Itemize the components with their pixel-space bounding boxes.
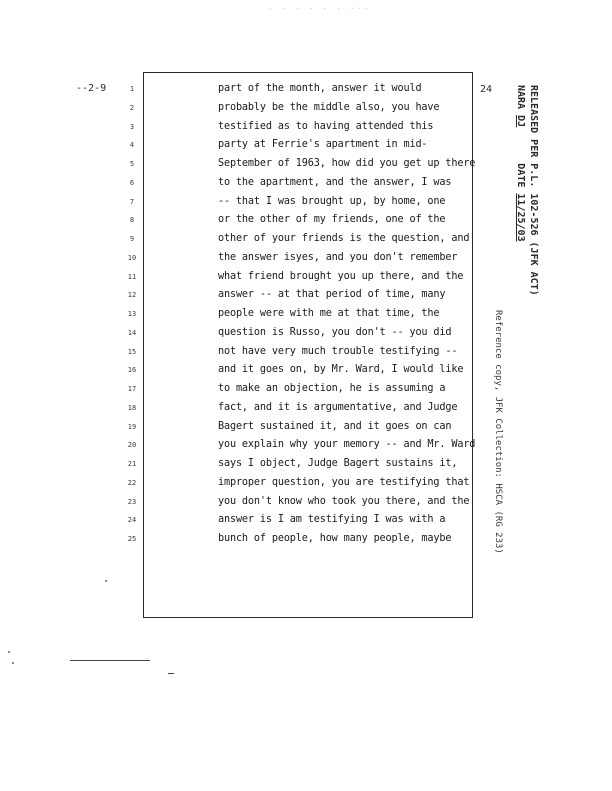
transcript-line: -- that I was brought up, by home, one	[218, 195, 446, 207]
line-number: 20	[127, 441, 137, 450]
stamp-release-line: RELEASED PER P.L. 102-526 (JFK ACT)	[528, 85, 539, 296]
line-number: 22	[127, 478, 137, 487]
transcript-line: to make an objection, he is assuming a	[218, 383, 446, 394]
line-number: 23	[127, 497, 137, 506]
transcript-line: what friend brought you up there, and the	[218, 270, 464, 282]
line-number: 21	[127, 460, 137, 468]
transcript-line: answer -- at that period of time, many	[218, 289, 446, 301]
line-number: 14	[127, 328, 137, 337]
stamp-nara-label: NARA	[515, 85, 526, 110]
transcript-line: to the apartment, and the answer, I was	[218, 176, 452, 188]
transcript-line: you don't know who took you there, and the	[218, 495, 470, 507]
margin-speck	[12, 662, 14, 664]
bottom-dash	[168, 673, 174, 674]
stamp-date: 11/25/03	[515, 193, 526, 242]
margin-speck	[105, 580, 107, 582]
line-number: 3	[129, 122, 135, 131]
transcript-line: and it goes on, by Mr. Ward, I would like	[218, 364, 464, 376]
transcript-line: Bagert sustained it, and it goes on can	[218, 420, 452, 432]
line-number: 6	[129, 178, 135, 187]
line-number-column	[120, 80, 144, 549]
release-stamp	[514, 85, 540, 296]
page-number: 24	[480, 84, 493, 95]
line-number: 17	[127, 385, 137, 393]
transcript-line: the answer isyes, and you don't remember	[218, 251, 458, 263]
line-number: 8	[129, 216, 135, 225]
line-number: 18	[127, 403, 137, 412]
transcript-line: testified as to having attended this	[218, 120, 434, 132]
stamp-nara-line	[514, 85, 527, 296]
line-number: 5	[129, 160, 135, 168]
top-smudge: . . . . . . ...	[268, 2, 371, 11]
line-number: 24	[127, 516, 137, 525]
transcript-line: party at Ferrie's apartment in mid-	[218, 139, 428, 151]
transcript-line: other of your friends is the question, and	[218, 233, 470, 244]
line-number: 25	[127, 535, 137, 543]
transcript-line: or the other of my friends, one of the	[218, 214, 446, 226]
line-number: 16	[127, 366, 137, 375]
transcript-line: September of 1963, how did you get up there	[218, 158, 476, 169]
transcript-line: not have very much trouble testifying --	[218, 345, 458, 357]
line-number: 9	[129, 235, 135, 243]
transcript-line: says I object, Judge Bagert sustains it,	[218, 458, 458, 469]
line-number: 19	[127, 422, 137, 431]
line-number: 12	[127, 291, 137, 300]
transcript-line: answer is I am testifying I was with a	[218, 514, 446, 526]
stamp-initials: DJ	[515, 115, 526, 128]
transcript-line: bunch of people, how many people, maybe	[218, 533, 452, 544]
reference-note: Reference copy, JFK Collection: HSCA (RG 233)	[493, 310, 503, 554]
line-number: 7	[129, 197, 135, 206]
line-number: 2	[129, 103, 135, 112]
transcript-line: people were with me at that time, the	[218, 308, 440, 319]
transcript-line: fact, and it is argumentative, and Judge	[218, 401, 458, 413]
transcript-line: probably be the middle also, you have	[218, 101, 440, 113]
line-number: 4	[129, 141, 135, 150]
line-number: 11	[127, 272, 137, 281]
bottom-rule	[70, 660, 150, 661]
line-number: 1	[129, 85, 135, 93]
transcript-line: improper question, you are testifying that	[218, 476, 470, 488]
margin-speck	[8, 651, 10, 653]
stamp-date-label: DATE	[515, 163, 526, 188]
transcript-line: you explain why your memory -- and Mr. Ward	[218, 439, 476, 451]
transcript-line: question is Russo, you don't -- you did	[218, 326, 452, 338]
transcript-text	[218, 80, 480, 549]
transcript-line: part of the month, answer it would	[218, 83, 422, 94]
line-number: 15	[127, 347, 137, 356]
line-number: 10	[127, 253, 137, 262]
line-number: 13	[127, 310, 137, 318]
corner-mark: --2-9	[76, 83, 107, 94]
